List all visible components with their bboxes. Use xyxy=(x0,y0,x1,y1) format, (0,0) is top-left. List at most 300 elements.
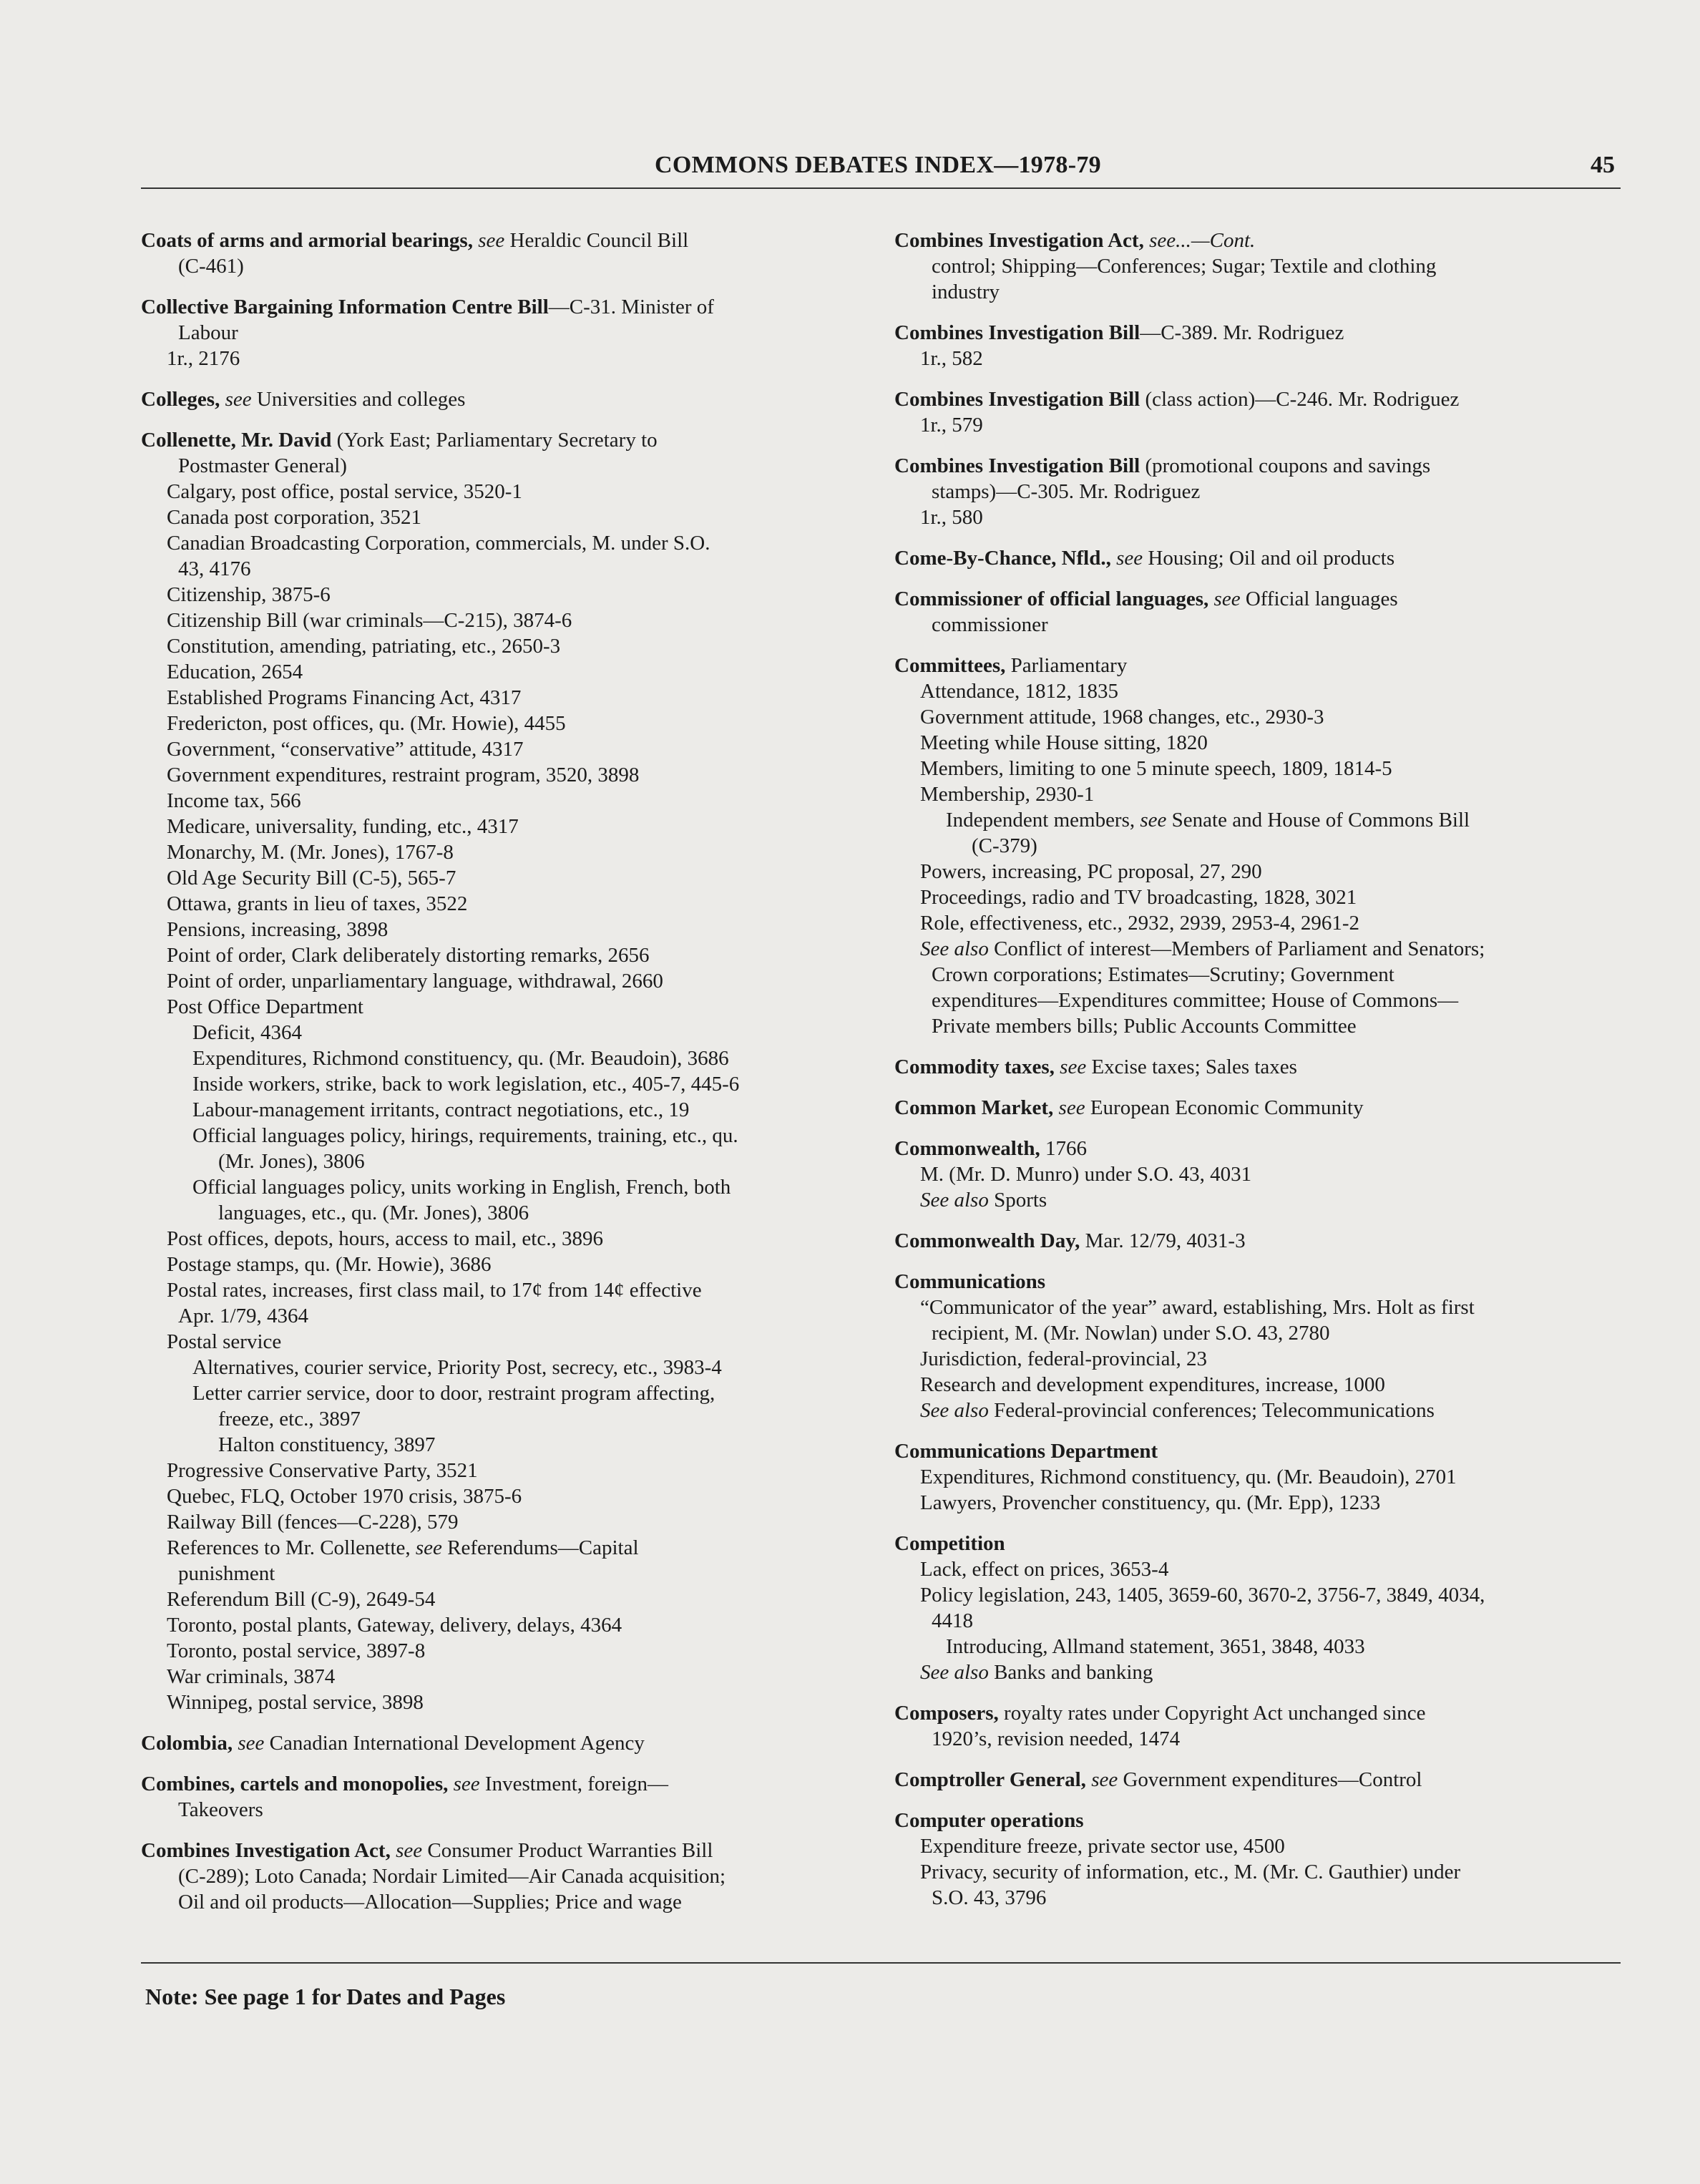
index-entry xyxy=(141,228,856,279)
entry-text: languages, etc., qu. (Mr. Jones), 3806 xyxy=(218,1201,529,1224)
index-entry xyxy=(894,653,1617,1039)
index-entry xyxy=(894,1438,1617,1516)
entry-text: Medicare, universality, funding, etc., 4317 xyxy=(167,815,519,838)
entry-heading: Computer operations xyxy=(894,1809,1084,1832)
index-line xyxy=(141,1226,856,1252)
index-line xyxy=(894,756,1617,781)
index-line xyxy=(894,1295,1617,1320)
entry-text: Powers, increasing, PC proposal, 27, 290 xyxy=(920,860,1262,883)
see-reference: see xyxy=(453,1773,480,1795)
entry-text: Crown corporations; Estimates—Scrutiny; Government xyxy=(932,963,1394,986)
see-reference: See also xyxy=(920,1661,989,1684)
index-line xyxy=(894,1095,1617,1121)
footer-rule xyxy=(141,1962,1621,1964)
index-entry xyxy=(894,1136,1617,1213)
index-line xyxy=(894,612,1617,638)
index-line xyxy=(141,1123,856,1149)
entry-text: Monarchy, M. (Mr. Jones), 1767-8 xyxy=(167,841,454,864)
index-line xyxy=(141,530,856,556)
index-entry xyxy=(141,294,856,371)
entry-text: Sports xyxy=(988,1189,1047,1212)
index-entry xyxy=(894,1054,1617,1080)
index-line xyxy=(141,320,856,346)
index-line xyxy=(894,653,1617,678)
entry-text: Halton constituency, 3897 xyxy=(218,1433,436,1456)
index-line xyxy=(141,839,856,865)
index-line xyxy=(894,1136,1617,1161)
entry-text: Introducing, Allmand statement, 3651, 3848, 4033 xyxy=(946,1635,1365,1658)
index-line xyxy=(894,1531,1617,1556)
index-line xyxy=(141,1200,856,1226)
index-entry xyxy=(894,386,1617,438)
index-line xyxy=(894,962,1617,988)
see-reference: see xyxy=(396,1839,423,1862)
entry-text: Postage stamps, qu. (Mr. Howie), 3686 xyxy=(167,1253,492,1276)
index-line xyxy=(894,1269,1617,1295)
entry-text: Independent members, xyxy=(946,809,1140,832)
index-line xyxy=(141,917,856,942)
entry-heading: Combines Investigation Act, xyxy=(894,229,1144,252)
entry-text: Winnipeg, postal service, 3898 xyxy=(167,1691,424,1714)
entry-text: Calgary, post office, postal service, 3520-1 xyxy=(167,480,522,503)
index-line xyxy=(141,942,856,968)
index-line xyxy=(894,253,1617,279)
index-line xyxy=(141,1838,856,1863)
entry-text: Takeovers xyxy=(178,1798,263,1821)
index-line xyxy=(141,1535,856,1561)
index-line xyxy=(141,891,856,917)
entry-text: Heraldic Council Bill xyxy=(504,229,689,252)
entry-text: Policy legislation, 243, 1405, 3659-60, 3670-2, 3756-7, 3849, 4034, xyxy=(920,1584,1485,1607)
see-reference: see xyxy=(1058,1096,1085,1119)
entry-heading: Collenette, Mr. David xyxy=(141,429,332,452)
index-line xyxy=(141,1664,856,1690)
index-line xyxy=(141,814,856,839)
see-reference: see xyxy=(1140,809,1167,832)
see-reference: see xyxy=(415,1536,442,1559)
index-line xyxy=(141,1097,856,1123)
index-line xyxy=(141,556,856,582)
index-entry xyxy=(894,1700,1617,1752)
entry-text: Attendance, 1812, 1835 xyxy=(920,680,1119,703)
entry-heading: Combines Investigation Bill xyxy=(894,321,1140,344)
index-line xyxy=(141,1329,856,1355)
entry-text: stamps)—C-305. Mr. Rodriguez xyxy=(932,480,1201,503)
entry-heading: Combines Investigation Act, xyxy=(141,1839,391,1862)
index-line xyxy=(141,1149,856,1174)
index-line xyxy=(894,1438,1617,1464)
entry-heading: Commonwealth, xyxy=(894,1137,1040,1160)
index-entry xyxy=(141,386,856,412)
entry-text: 43, 4176 xyxy=(178,557,251,580)
index-line xyxy=(894,1885,1617,1911)
entry-heading: Come-By-Chance, Nfld., xyxy=(894,547,1111,570)
entry-text xyxy=(1144,229,1149,252)
index-line xyxy=(141,788,856,814)
entry-text: Housing; Oil and oil products xyxy=(1143,547,1395,570)
index-line xyxy=(894,1833,1617,1859)
index-line xyxy=(141,1174,856,1200)
entry-text: Expenditures, Richmond constituency, qu. (Mr. Beaudoin), 3686 xyxy=(192,1047,729,1070)
see-reference: See also xyxy=(920,937,989,960)
entry-text: Referendums—Capital xyxy=(441,1536,639,1559)
entry-text: Postal service xyxy=(167,1330,282,1353)
entry-text: (promotional coupons and savings xyxy=(1140,454,1431,477)
entry-text: Canadian Broadcasting Corporation, commercials, M. under S.O. xyxy=(167,532,710,555)
entry-heading: Composers, xyxy=(894,1702,999,1725)
entry-text: Established Programs Financing Act, 4317 xyxy=(167,686,522,709)
index-line xyxy=(141,968,856,994)
index-entry xyxy=(141,427,856,1715)
entry-text: (Mr. Jones), 3806 xyxy=(218,1150,365,1173)
index-line xyxy=(141,608,856,633)
entry-text: Government expenditures—Control xyxy=(1118,1768,1422,1791)
entry-text: S.O. 43, 3796 xyxy=(932,1886,1047,1909)
index-line xyxy=(141,427,856,453)
index-line xyxy=(894,833,1617,859)
index-line xyxy=(141,1071,856,1097)
index-line xyxy=(894,346,1617,371)
index-line xyxy=(894,807,1617,833)
entry-text: Toronto, postal service, 3897-8 xyxy=(167,1639,426,1662)
entry-text: expenditures—Expenditures committee; House of Commons— xyxy=(932,989,1459,1012)
index-line xyxy=(894,1228,1617,1254)
entry-text: Jurisdiction, federal-provincial, 23 xyxy=(920,1347,1208,1370)
entry-text: Investment, foreign— xyxy=(479,1773,669,1795)
index-line xyxy=(141,1797,856,1823)
entry-text: Government expenditures, restraint program, 3520, 3898 xyxy=(167,764,640,786)
entry-heading: Comptroller General, xyxy=(894,1768,1086,1791)
entry-heading: Combines Investigation Bill xyxy=(894,454,1140,477)
entry-text: Consumer Product Warranties Bill xyxy=(422,1839,713,1862)
index-line xyxy=(894,884,1617,910)
entry-text: Official languages policy, units working in English, French, both xyxy=(192,1176,731,1199)
index-line xyxy=(141,1690,856,1715)
entry-text: Post offices, depots, hours, access to mail, etc., 3896 xyxy=(167,1227,603,1250)
entry-text: M. (Mr. D. Munro) under S.O. 43, 4031 xyxy=(920,1163,1252,1186)
entry-text: (York East; Parliamentary Secretary to xyxy=(331,429,658,452)
entry-heading: Committees, xyxy=(894,654,1006,677)
entry-text: War criminals, 3874 xyxy=(167,1665,336,1688)
index-entry xyxy=(894,1228,1617,1254)
index-line xyxy=(894,1700,1617,1726)
index-line xyxy=(894,320,1617,346)
entry-text: Membership, 2930-1 xyxy=(920,783,1095,806)
index-line xyxy=(894,704,1617,730)
header-rule xyxy=(141,187,1621,189)
left-column xyxy=(141,228,856,1930)
index-line xyxy=(141,762,856,788)
index-entry xyxy=(141,1730,856,1756)
entry-text: recipient, M. (Mr. Nowlan) under S.O. 43, 2780 xyxy=(932,1322,1330,1345)
entry-text: punishment xyxy=(178,1562,275,1585)
entry-text: commissioner xyxy=(932,613,1048,636)
entry-heading: Combines, cartels and monopolies, xyxy=(141,1773,449,1795)
entry-text: (class action)—C-246. Mr. Rodriguez xyxy=(1140,388,1460,411)
index-line xyxy=(894,1659,1617,1685)
entry-text: Quebec, FLQ, October 1970 crisis, 3875-6 xyxy=(167,1485,522,1508)
index-line xyxy=(894,504,1617,530)
index-line xyxy=(894,1490,1617,1516)
index-line xyxy=(894,1320,1617,1346)
entry-text: Referendum Bill (C-9), 2649-54 xyxy=(167,1588,436,1611)
index-line xyxy=(894,479,1617,504)
entry-text: Pensions, increasing, 3898 xyxy=(167,918,389,941)
index-line xyxy=(894,453,1617,479)
see-reference: see xyxy=(1116,547,1143,570)
page-header xyxy=(141,152,1615,185)
entry-text: industry xyxy=(932,281,1000,303)
index-entry xyxy=(141,1838,856,1915)
entry-text: Income tax, 566 xyxy=(167,789,301,812)
entry-text: Citizenship Bill (war criminals—C-215), 3874-6 xyxy=(167,609,572,632)
entry-text: —C-31. Minister of xyxy=(548,296,714,318)
index-line xyxy=(894,586,1617,612)
entry-text: Mar. 12/79, 4031-3 xyxy=(1080,1229,1246,1252)
entry-text: Expenditure freeze, private sector use, 4500 xyxy=(920,1835,1285,1858)
index-entry xyxy=(894,1095,1617,1121)
index-line xyxy=(141,1252,856,1277)
index-line xyxy=(141,1406,856,1432)
entry-text: 1r., 580 xyxy=(920,506,983,529)
entry-heading: Commodity taxes, xyxy=(894,1056,1055,1078)
index-line xyxy=(894,1556,1617,1582)
index-line xyxy=(141,1771,856,1797)
see-reference: see xyxy=(1091,1768,1118,1791)
entry-text: Fredericton, post offices, qu. (Mr. Howie), 4455 xyxy=(167,712,566,735)
entry-text: Education, 2654 xyxy=(167,660,303,683)
entry-heading: Coats of arms and armorial bearings, xyxy=(141,229,473,252)
index-line xyxy=(894,412,1617,438)
index-line xyxy=(141,736,856,762)
entry-text: Labour xyxy=(178,321,238,344)
see-reference: see...—Cont. xyxy=(1149,229,1256,252)
index-line xyxy=(141,386,856,412)
index-entry xyxy=(894,545,1617,571)
index-line xyxy=(894,936,1617,962)
entry-text: Government attitude, 1968 changes, etc., 2930-3 xyxy=(920,706,1324,728)
entry-text: Lawyers, Provencher constituency, qu. (Mr. Epp), 1233 xyxy=(920,1491,1381,1514)
entry-text: Official languages policy, hirings, requirements, training, etc., qu. xyxy=(192,1124,738,1147)
entry-text: Apr. 1/79, 4364 xyxy=(178,1305,309,1327)
entry-text: 4418 xyxy=(932,1609,973,1632)
index-line xyxy=(141,1863,856,1889)
index-entry xyxy=(894,453,1617,530)
index-line xyxy=(894,279,1617,305)
entry-text: (C-379) xyxy=(972,834,1037,857)
index-line xyxy=(894,1372,1617,1398)
index-line xyxy=(894,1013,1617,1039)
entry-text xyxy=(391,1839,396,1862)
index-line xyxy=(141,1730,856,1756)
entry-heading: Collective Bargaining Information Centre Bill xyxy=(141,296,549,318)
index-line xyxy=(894,545,1617,571)
entry-text: Citizenship, 3875-6 xyxy=(167,583,331,606)
entry-text: 1r., 582 xyxy=(920,347,983,370)
entry-text: Meeting while House sitting, 1820 xyxy=(920,731,1208,754)
index-entry xyxy=(894,586,1617,638)
entry-text xyxy=(1208,588,1213,610)
entry-text: Postal rates, increases, first class mail, to 17¢ from 14¢ effective xyxy=(167,1279,702,1302)
entry-text xyxy=(1053,1096,1058,1119)
index-entry xyxy=(894,1808,1617,1911)
index-line xyxy=(141,1483,856,1509)
page-title: COMMONS DEBATES INDEX—1978-79 xyxy=(655,152,1101,178)
entry-text: Canadian International Development Agency xyxy=(264,1732,645,1755)
page-number: 45 xyxy=(1591,152,1615,178)
entry-text: Privacy, security of information, etc., M. (Mr. C. Gauthier) under xyxy=(920,1861,1461,1883)
see-reference: see xyxy=(1060,1056,1087,1078)
entry-text: Research and development expenditures, increase, 1000 xyxy=(920,1373,1385,1396)
entry-text: —C-389. Mr. Rodriguez xyxy=(1140,321,1344,344)
entry-text: Government, “conservative” attitude, 4317 xyxy=(167,738,524,761)
see-reference: see xyxy=(225,388,252,411)
index-entry xyxy=(894,228,1617,305)
entry-heading: Colombia, xyxy=(141,1732,233,1755)
index-line xyxy=(141,253,856,279)
see-reference: see xyxy=(1213,588,1241,610)
entry-text: Senate and House of Commons Bill xyxy=(1166,809,1470,832)
entry-heading: Communications xyxy=(894,1270,1046,1293)
index-line xyxy=(894,1582,1617,1608)
entry-text: 1r., 2176 xyxy=(167,347,240,370)
entry-text: (C-461) xyxy=(178,255,244,278)
see-reference: See also xyxy=(920,1189,989,1212)
index-line xyxy=(894,1808,1617,1833)
entry-heading: Common Market, xyxy=(894,1096,1054,1119)
index-line xyxy=(894,1346,1617,1372)
index-line xyxy=(141,1432,856,1458)
index-line xyxy=(894,1726,1617,1752)
index-line xyxy=(141,1277,856,1303)
entry-text: (C-289); Loto Canada; Nordair Limited—Air Canada acquisition; xyxy=(178,1865,726,1888)
right-column xyxy=(894,228,1617,1926)
index-line xyxy=(141,1612,856,1638)
entry-text: Old Age Security Bill (C-5), 565-7 xyxy=(167,867,456,889)
entry-text: Banks and banking xyxy=(988,1661,1153,1684)
index-line xyxy=(894,1054,1617,1080)
entry-heading: Combines Investigation Bill xyxy=(894,388,1140,411)
index-line xyxy=(141,1303,856,1329)
see-reference: see xyxy=(238,1732,265,1755)
index-line xyxy=(141,1045,856,1071)
entry-text: Oil and oil products—Allocation—Supplies; Price and wage xyxy=(178,1891,682,1914)
index-line xyxy=(894,781,1617,807)
index-entry xyxy=(894,1531,1617,1685)
index-line xyxy=(141,865,856,891)
entry-text: Universities and colleges xyxy=(251,388,466,411)
index-entry xyxy=(894,320,1617,371)
entry-text: Point of order, unparliamentary language, withdrawal, 2660 xyxy=(167,970,663,993)
index-line xyxy=(141,1020,856,1045)
index-line xyxy=(894,859,1617,884)
entry-text: royalty rates under Copyright Act unchanged since xyxy=(998,1702,1426,1725)
index-line xyxy=(894,910,1617,936)
entry-text xyxy=(220,388,225,411)
entry-text: Excise taxes; Sales taxes xyxy=(1086,1056,1297,1078)
entry-text: Alternatives, courier service, Priority Post, secrecy, etc., 3983-4 xyxy=(192,1356,722,1379)
index-line xyxy=(894,678,1617,704)
index-line xyxy=(894,1859,1617,1885)
index-line xyxy=(141,453,856,479)
entry-text: Railway Bill (fences—C-228), 579 xyxy=(167,1511,459,1534)
index-line xyxy=(894,1464,1617,1490)
index-line xyxy=(141,685,856,711)
index-line xyxy=(894,730,1617,756)
footer-note: Note: See page 1 for Dates and Pages xyxy=(145,1984,506,2009)
entry-text: Federal-provincial conferences; Telecommunications xyxy=(988,1399,1435,1422)
index-line xyxy=(141,1889,856,1915)
entry-heading: Communications Department xyxy=(894,1440,1158,1463)
index-line xyxy=(141,1561,856,1586)
entry-text: Expenditures, Richmond constituency, qu. (Mr. Beaudoin), 2701 xyxy=(920,1466,1457,1488)
index-line xyxy=(141,1509,856,1535)
index-entry xyxy=(894,1269,1617,1423)
index-line xyxy=(141,994,856,1020)
entry-text: Toronto, postal plants, Gateway, delivery, delays, 4364 xyxy=(167,1614,622,1637)
entry-text: Labour-management irritants, contract negotiations, etc., 19 xyxy=(192,1098,690,1121)
index-line xyxy=(141,228,856,253)
index-line xyxy=(141,1586,856,1612)
entry-text: control; Shipping—Conferences; Sugar; Textile and clothing xyxy=(932,255,1437,278)
index-line xyxy=(894,1161,1617,1187)
entry-text: Lack, effect on prices, 3653-4 xyxy=(920,1558,1169,1581)
entry-heading: Competition xyxy=(894,1532,1005,1555)
index-line xyxy=(894,1767,1617,1793)
index-line xyxy=(894,988,1617,1013)
entry-text: Deficit, 4364 xyxy=(192,1021,303,1044)
entry-text: Post Office Department xyxy=(167,995,363,1018)
entry-text: Inside workers, strike, back to work legislation, etc., 405-7, 445-6 xyxy=(192,1073,740,1096)
entry-text: 1r., 579 xyxy=(920,414,983,437)
entry-text: Members, limiting to one 5 minute speech, 1809, 1814-5 xyxy=(920,757,1392,780)
index-line xyxy=(894,1608,1617,1634)
index-line xyxy=(141,504,856,530)
index-entry xyxy=(894,1767,1617,1793)
index-line xyxy=(894,228,1617,253)
see-reference: See also xyxy=(920,1399,989,1422)
entry-text: Proceedings, radio and TV broadcasting, 1828, 3021 xyxy=(920,886,1357,909)
entry-text: Ottawa, grants in lieu of taxes, 3522 xyxy=(167,892,468,915)
entry-heading: Colleges, xyxy=(141,388,220,411)
entry-text: Parliamentary xyxy=(1005,654,1128,677)
index-line xyxy=(141,294,856,320)
entry-text: Role, effectiveness, etc., 2932, 2939, 2953-4, 2961-2 xyxy=(920,912,1359,935)
entry-text: Progressive Conservative Party, 3521 xyxy=(167,1459,478,1482)
entry-text: Private members bills; Public Accounts Committee xyxy=(932,1015,1357,1038)
entry-text: Official languages xyxy=(1240,588,1398,610)
entry-text: European Economic Community xyxy=(1085,1096,1364,1119)
entry-text: 1766 xyxy=(1040,1137,1088,1160)
index-line xyxy=(141,711,856,736)
entry-text: Point of order, Clark deliberately distorting remarks, 2656 xyxy=(167,944,650,967)
entry-text: Letter carrier service, door to door, restraint program affecting, xyxy=(192,1382,715,1405)
index-line xyxy=(141,1380,856,1406)
entry-text: References to Mr. Collenette, xyxy=(167,1536,416,1559)
entry-text: “Communicator of the year” award, establishing, Mrs. Holt as first xyxy=(920,1296,1475,1319)
index-line xyxy=(141,1638,856,1664)
entry-text: freeze, etc., 3897 xyxy=(218,1408,361,1430)
index-line xyxy=(141,479,856,504)
index-line xyxy=(894,1634,1617,1659)
entry-text: Postmaster General) xyxy=(178,454,347,477)
index-entry xyxy=(141,1771,856,1823)
index-line xyxy=(894,1187,1617,1213)
index-line xyxy=(141,346,856,371)
see-reference: see xyxy=(478,229,505,252)
entry-heading: Commonwealth Day, xyxy=(894,1229,1080,1252)
entry-text: Canada post corporation, 3521 xyxy=(167,506,421,529)
